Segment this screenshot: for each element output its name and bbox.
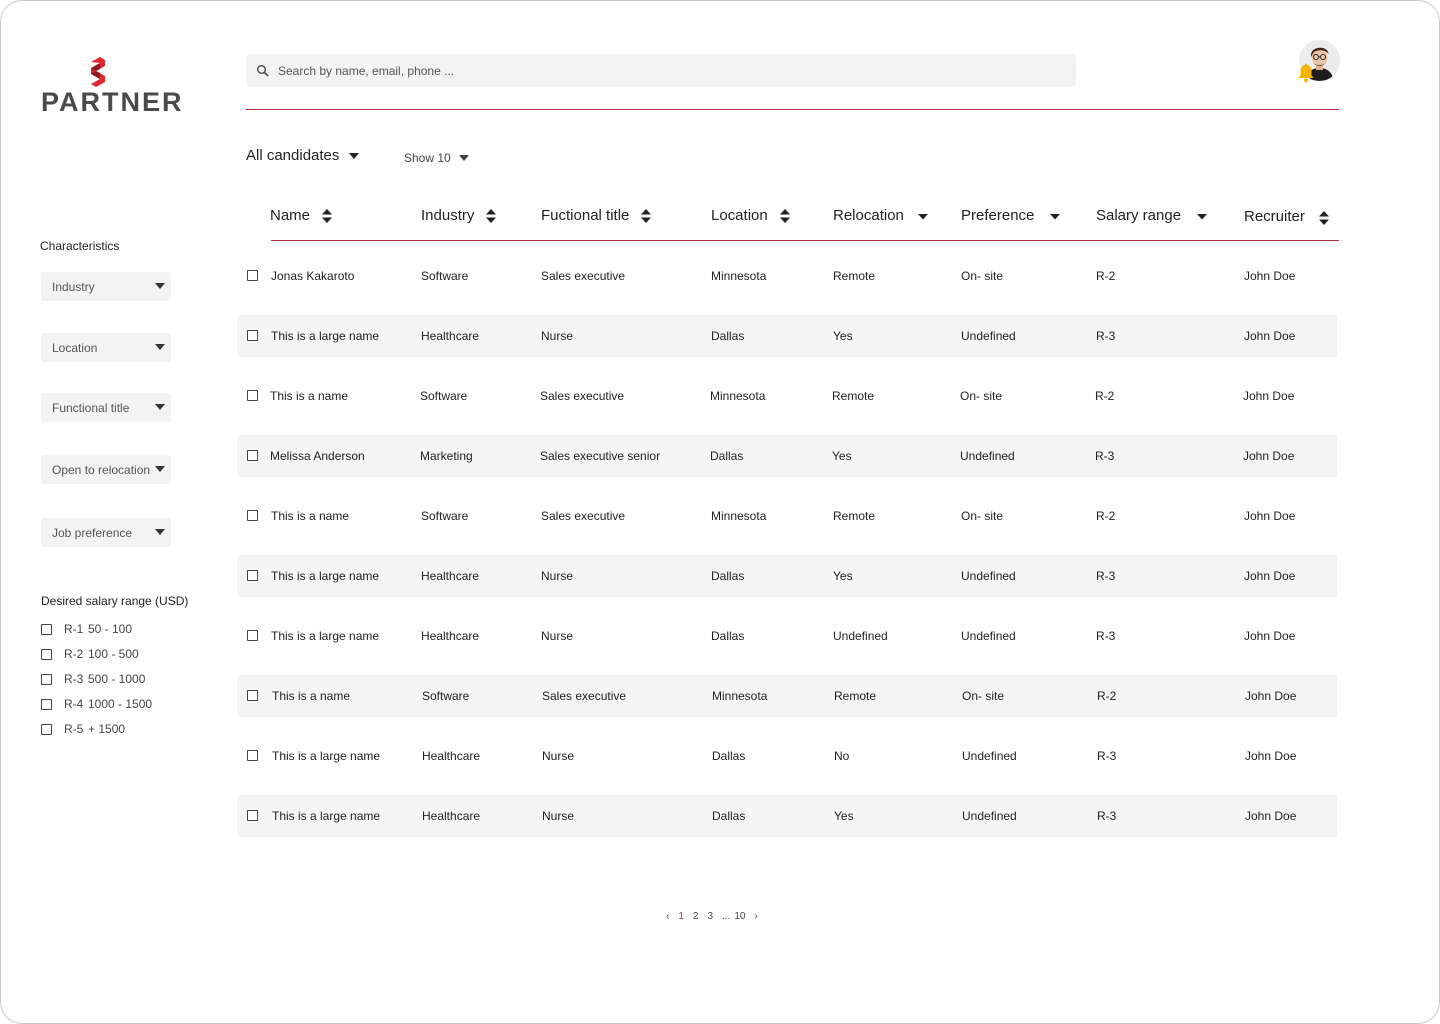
cell-industry: Software [422, 689, 470, 703]
cell-name: This is a large name [272, 809, 381, 823]
salary-code: R-2 [64, 647, 84, 661]
cell-preference: Undefined [961, 329, 1016, 343]
functional-title-select[interactable] [41, 393, 171, 422]
cell-location: Minnesota [711, 509, 767, 523]
cell-name: This is a large name [271, 569, 380, 583]
cell-functional-title: Sales executive [540, 389, 625, 403]
cell-location: Minnesota [712, 689, 768, 703]
cell-recruiter: John Doe [1245, 749, 1297, 763]
cell-name: Jonas Kakaroto [271, 269, 355, 283]
table-row[interactable] [237, 615, 1337, 657]
cell-relocation: Yes [833, 569, 853, 583]
row-checkbox[interactable] [247, 330, 258, 341]
column-header-name[interactable] [270, 207, 332, 224]
cell-salary-range: R-3 [1097, 749, 1117, 763]
cell-recruiter: John Doe [1245, 809, 1297, 823]
cell-preference: Undefined [961, 629, 1016, 643]
cell-recruiter: John Doe [1243, 449, 1295, 463]
caret-down-icon [918, 209, 928, 223]
cell-preference: Undefined [962, 809, 1017, 823]
row-checkbox[interactable] [247, 450, 258, 461]
salary-option-r3[interactable] [41, 672, 145, 686]
cell-location: Minnesota [711, 269, 767, 283]
job-preference-select[interactable] [41, 518, 171, 547]
page-last-button[interactable]: 10 [734, 911, 746, 922]
page-1-button[interactable]: 1 [678, 911, 684, 922]
column-label: Recruiter [1244, 207, 1305, 225]
caret-down-icon [155, 283, 165, 289]
cell-industry: Software [421, 509, 469, 523]
table-row[interactable] [237, 675, 1337, 717]
candidates-filter-label: All candidates [246, 147, 340, 164]
cell-relocation: Remote [833, 269, 876, 283]
checkbox[interactable] [41, 649, 52, 660]
column-header-preference[interactable] [961, 207, 1060, 224]
table-row[interactable] [237, 795, 1337, 837]
caret-down-icon [1050, 209, 1060, 223]
cell-functional-title: Nurse [541, 569, 574, 583]
column-header-functional-title[interactable] [541, 207, 651, 224]
cell-salary-range: R-2 [1096, 509, 1116, 523]
row-checkbox[interactable] [247, 810, 258, 821]
cell-functional-title: Sales executive senior [540, 449, 661, 463]
caret-down-icon [1197, 209, 1207, 223]
logo-mark-icon [87, 57, 107, 87]
cell-industry: Healthcare [421, 329, 480, 343]
caret-down-icon [155, 404, 165, 410]
column-label: Preference [961, 207, 1035, 224]
cell-industry: Marketing [420, 449, 473, 463]
table-row[interactable] [237, 375, 1337, 417]
salary-option-r4[interactable] [41, 697, 152, 711]
cell-industry: Software [421, 269, 469, 283]
cell-recruiter: John Doe [1244, 329, 1296, 343]
relocation-select[interactable] [41, 455, 171, 484]
cell-recruiter: John Doe [1243, 389, 1295, 403]
cell-industry: Healthcare [421, 569, 480, 583]
cell-name: This is a large name [272, 749, 381, 763]
search-bar[interactable] [246, 54, 1076, 87]
select-label: Location [52, 340, 98, 355]
sort-icon [322, 209, 332, 223]
prev-page-button[interactable]: ‹ [666, 911, 670, 922]
cell-name: This is a name [270, 389, 349, 403]
cell-functional-title: Nurse [541, 329, 574, 343]
column-header-relocation[interactable] [833, 207, 928, 224]
table-row[interactable] [237, 315, 1337, 357]
checkbox[interactable] [41, 699, 52, 710]
column-label: Industry [421, 207, 475, 224]
cell-industry: Healthcare [421, 629, 480, 643]
partner-logo[interactable] [41, 57, 184, 117]
cell-preference: On- site [960, 389, 1003, 403]
cell-preference: On- site [962, 689, 1005, 703]
search-input[interactable] [278, 64, 1058, 78]
cell-recruiter: John Doe [1244, 509, 1296, 523]
salary-range: 100 - 500 [88, 647, 139, 661]
salary-code: R-5 [64, 722, 84, 736]
caret-down-icon [349, 153, 359, 159]
table-row[interactable] [237, 555, 1337, 597]
industry-select[interactable] [41, 272, 171, 301]
cell-salary-range: R-2 [1096, 269, 1116, 283]
row-checkbox[interactable] [247, 510, 258, 521]
cell-preference: On- site [961, 509, 1004, 523]
checkbox[interactable] [41, 724, 52, 735]
caret-down-icon [155, 344, 165, 350]
caret-down-icon [155, 466, 165, 472]
row-checkbox[interactable] [247, 690, 258, 701]
salary-option-r1[interactable] [41, 622, 132, 636]
cell-salary-range: R-3 [1096, 629, 1116, 643]
cell-location: Dallas [711, 629, 745, 643]
column-header-industry[interactable] [421, 207, 496, 224]
show-count-label: Show 10 [404, 151, 451, 165]
column-label: Fuctional title [541, 207, 630, 224]
column-label: Name [270, 207, 311, 224]
cell-salary-range: R-3 [1097, 809, 1117, 823]
select-label: Industry [52, 279, 95, 294]
cell-name: This is a large name [271, 629, 380, 643]
checkbox[interactable] [41, 674, 52, 685]
show-count-dropdown[interactable] [404, 151, 469, 165]
column-label: Relocation [833, 207, 904, 224]
cell-relocation: Remote [833, 509, 876, 523]
table-row[interactable] [237, 255, 1337, 297]
cell-industry: Healthcare [422, 749, 481, 763]
salary-option-r2[interactable] [41, 647, 139, 661]
caret-down-icon [155, 529, 165, 535]
table-header-divider [271, 240, 1339, 241]
notification-bell-icon[interactable] [1297, 63, 1315, 83]
row-checkbox[interactable] [247, 570, 258, 581]
cell-functional-title: Sales executive [541, 269, 626, 283]
sort-icon [780, 209, 790, 223]
cell-location: Dallas [712, 749, 746, 763]
page-3-button[interactable]: 3 [707, 911, 714, 922]
sort-icon [1319, 211, 1329, 225]
pagination [666, 911, 767, 922]
cell-name: This is a name [272, 689, 351, 703]
column-header-location[interactable] [711, 207, 790, 224]
cell-relocation: Yes [832, 449, 852, 463]
cell-location: Minnesota [710, 389, 766, 403]
cell-functional-title: Sales executive [542, 689, 627, 703]
salary-code: R-3 [64, 672, 84, 686]
cell-recruiter: John Doe [1244, 629, 1296, 643]
cell-location: Dallas [710, 449, 744, 463]
table-row[interactable] [237, 495, 1337, 537]
sort-icon [641, 209, 651, 223]
page-2-button[interactable]: 2 [692, 911, 699, 922]
cell-functional-title: Nurse [541, 629, 574, 643]
select-label: Job preference [52, 525, 133, 540]
cell-salary-range: R-2 [1095, 389, 1115, 403]
column-header-recruiter[interactable] [1244, 207, 1329, 225]
candidates-filter-dropdown[interactable] [246, 147, 359, 164]
cell-preference: Undefined [962, 749, 1017, 763]
sort-icon [486, 209, 496, 223]
cell-salary-range: R-3 [1096, 329, 1116, 343]
cell-preference: Undefined [961, 569, 1016, 583]
cell-functional-title: Nurse [542, 749, 575, 763]
column-header-salary-range[interactable] [1096, 207, 1207, 224]
characteristics-title: Characteristics [40, 239, 120, 253]
cell-relocation: No [834, 749, 850, 763]
cell-preference: Undefined [960, 449, 1015, 463]
row-checkbox[interactable] [247, 270, 258, 281]
table-row[interactable] [237, 735, 1337, 777]
cell-functional-title: Nurse [542, 809, 575, 823]
pagination-ellipsis: ... [722, 911, 731, 922]
row-checkbox[interactable] [247, 750, 258, 761]
cell-salary-range: R-3 [1096, 569, 1116, 583]
location-select[interactable] [41, 333, 171, 362]
cell-relocation: Remote [832, 389, 875, 403]
cell-relocation: Yes [834, 809, 854, 823]
cell-location: Dallas [712, 809, 746, 823]
search-icon [256, 64, 270, 78]
salary-range: + 1500 [88, 722, 126, 736]
cell-recruiter: John Doe [1244, 569, 1296, 583]
cell-industry: Software [420, 389, 468, 403]
header-divider [246, 109, 1339, 110]
row-checkbox[interactable] [247, 630, 258, 641]
cell-location: Dallas [711, 569, 745, 583]
cell-salary-range: R-2 [1097, 689, 1117, 703]
cell-relocation: Undefined [833, 629, 888, 643]
select-label: Open to relocation [52, 462, 151, 477]
cell-functional-title: Sales executive [541, 509, 626, 523]
cell-industry: Healthcare [422, 809, 481, 823]
column-label: Salary range [1096, 207, 1182, 224]
cell-name: This is a name [271, 509, 350, 523]
salary-range: 500 - 1000 [88, 672, 146, 686]
cell-recruiter: John Doe [1245, 689, 1297, 703]
salary-code: R-1 [64, 622, 84, 636]
cell-relocation: Yes [833, 329, 853, 343]
salary-range: 1000 - 1500 [88, 697, 153, 711]
cell-relocation: Remote [834, 689, 877, 703]
table-row[interactable] [237, 435, 1337, 477]
cell-location: Dallas [711, 329, 745, 343]
salary-range: 50 - 100 [88, 622, 133, 636]
cell-name: This is a large name [271, 329, 380, 343]
cell-salary-range: R-3 [1095, 449, 1115, 463]
logo-wordmark: PARTNER [41, 87, 184, 117]
cell-recruiter: John Doe [1244, 269, 1296, 283]
select-label: Functional title [52, 400, 130, 415]
cell-preference: On- site [961, 269, 1004, 283]
next-page-button[interactable]: › [754, 911, 758, 922]
checkbox[interactable] [41, 624, 52, 635]
salary-code: R-4 [64, 697, 84, 711]
column-label: Location [711, 207, 768, 224]
caret-down-icon [459, 155, 469, 161]
row-checkbox[interactable] [247, 390, 258, 401]
salary-range-title: Desired salary range (USD) [41, 594, 189, 608]
cell-name: Melissa Anderson [270, 449, 365, 463]
salary-option-r5[interactable] [41, 722, 125, 736]
